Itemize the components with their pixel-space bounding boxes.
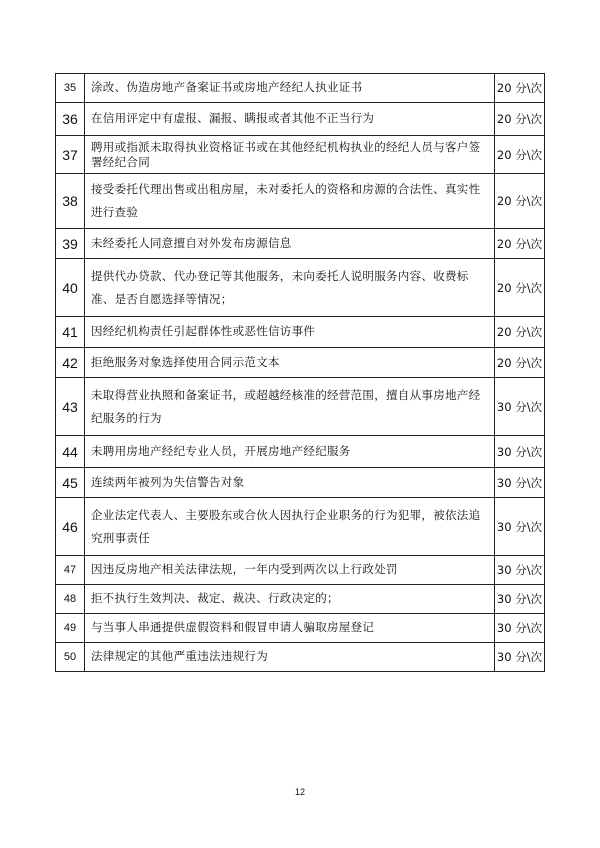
row-number: 44 xyxy=(56,436,85,467)
table-row xyxy=(56,103,545,136)
row-description: 拒不执行生效判决、裁定、裁决、行政决定的； xyxy=(85,585,495,613)
page-number: 12 xyxy=(294,787,305,797)
row-score: 20 分\次 xyxy=(495,229,545,258)
table-row xyxy=(56,585,545,614)
row-description: 涂改、伪造房地产备案证书或房地产经纪人执业证书 xyxy=(85,74,495,102)
row-score: 30 分\次 xyxy=(495,614,545,642)
table-row xyxy=(56,317,545,348)
row-score: 20 分\次 xyxy=(495,136,545,173)
row-number: 47 xyxy=(56,556,85,584)
row-description: 未取得营业执照和备案证书，或超越经核准的经营范围，擅自从事房地产经纪服务的行为 xyxy=(85,378,495,435)
row-number: 38 xyxy=(56,174,85,228)
row-score: 20 分\次 xyxy=(495,174,545,228)
row-description: 在信用评定中有虚报、漏报、瞒报或者其他不正当行为 xyxy=(85,103,495,135)
row-description: 未经委托人同意擅自对外发布房源信息 xyxy=(85,229,495,258)
row-number: 50 xyxy=(56,643,85,671)
row-number: 49 xyxy=(56,614,85,642)
row-number: 37 xyxy=(56,136,85,173)
row-description: 法律规定的其他严重违法违规行为 xyxy=(85,643,495,671)
row-number: 48 xyxy=(56,585,85,613)
row-description: 拒绝服务对象选择使用合同示范文本 xyxy=(85,348,495,377)
table-row xyxy=(56,643,545,672)
table-row xyxy=(56,614,545,643)
row-score: 30 分\次 xyxy=(495,468,545,497)
row-score: 20 分\次 xyxy=(495,348,545,377)
row-score: 20 分\次 xyxy=(495,259,545,316)
row-description: 企业法定代表人、主要股东或合伙人因执行企业职务的行为犯罪，被依法追究刑事责任 xyxy=(85,498,495,555)
row-score: 30 分\次 xyxy=(495,378,545,435)
table-row xyxy=(56,468,545,498)
row-score: 30 分\次 xyxy=(495,498,545,555)
row-description: 未聘用房地产经纪专业人员，开展房地产经纪服务 xyxy=(85,436,495,467)
table-row xyxy=(56,229,545,259)
row-number: 41 xyxy=(56,317,85,347)
row-score: 20 分\次 xyxy=(495,74,545,102)
row-score: 30 分\次 xyxy=(495,643,545,671)
table-row xyxy=(56,74,545,103)
row-description: 提供代办贷款、代办登记等其他服务，未向委托人说明服务内容、收费标准、是否自愿选择等情况； xyxy=(85,259,495,316)
row-description: 连续两年被列为失信警告对象 xyxy=(85,468,495,497)
row-number: 43 xyxy=(56,378,85,435)
row-number: 36 xyxy=(56,103,85,135)
table-row xyxy=(56,498,545,556)
row-number: 46 xyxy=(56,498,85,555)
row-description: 与当事人串通提供虚假资料和假冒申请人骗取房屋登记 xyxy=(85,614,495,642)
row-number: 35 xyxy=(56,74,85,102)
row-number: 45 xyxy=(56,468,85,497)
row-description: 聘用或指派未取得执业资格证书或在其他经纪机构执业的经纪人员与客户签署经纪合同 xyxy=(85,136,495,173)
row-number: 40 xyxy=(56,259,85,316)
row-number: 42 xyxy=(56,348,85,377)
row-score: 20 分\次 xyxy=(495,317,545,347)
table-row xyxy=(56,378,545,436)
row-description: 因违反房地产相关法律法规，一年内受到两次以上行政处罚 xyxy=(85,556,495,584)
row-score: 30 分\次 xyxy=(495,585,545,613)
table-row xyxy=(56,556,545,585)
violations-table xyxy=(55,73,545,672)
row-score: 30 分\次 xyxy=(495,436,545,467)
table-row xyxy=(56,259,545,317)
row-description: 接受委托代理出售或出租房屋，未对委托人的资格和房源的合法性、真实性进行查验 xyxy=(85,174,495,228)
table-row xyxy=(56,136,545,174)
table-row xyxy=(56,436,545,468)
table-row xyxy=(56,174,545,229)
row-description: 因经纪机构责任引起群体性或恶性信访事件 xyxy=(85,317,495,347)
table-row xyxy=(56,348,545,378)
row-number: 39 xyxy=(56,229,85,258)
row-score: 30 分\次 xyxy=(495,556,545,584)
row-score: 20 分\次 xyxy=(495,103,545,135)
